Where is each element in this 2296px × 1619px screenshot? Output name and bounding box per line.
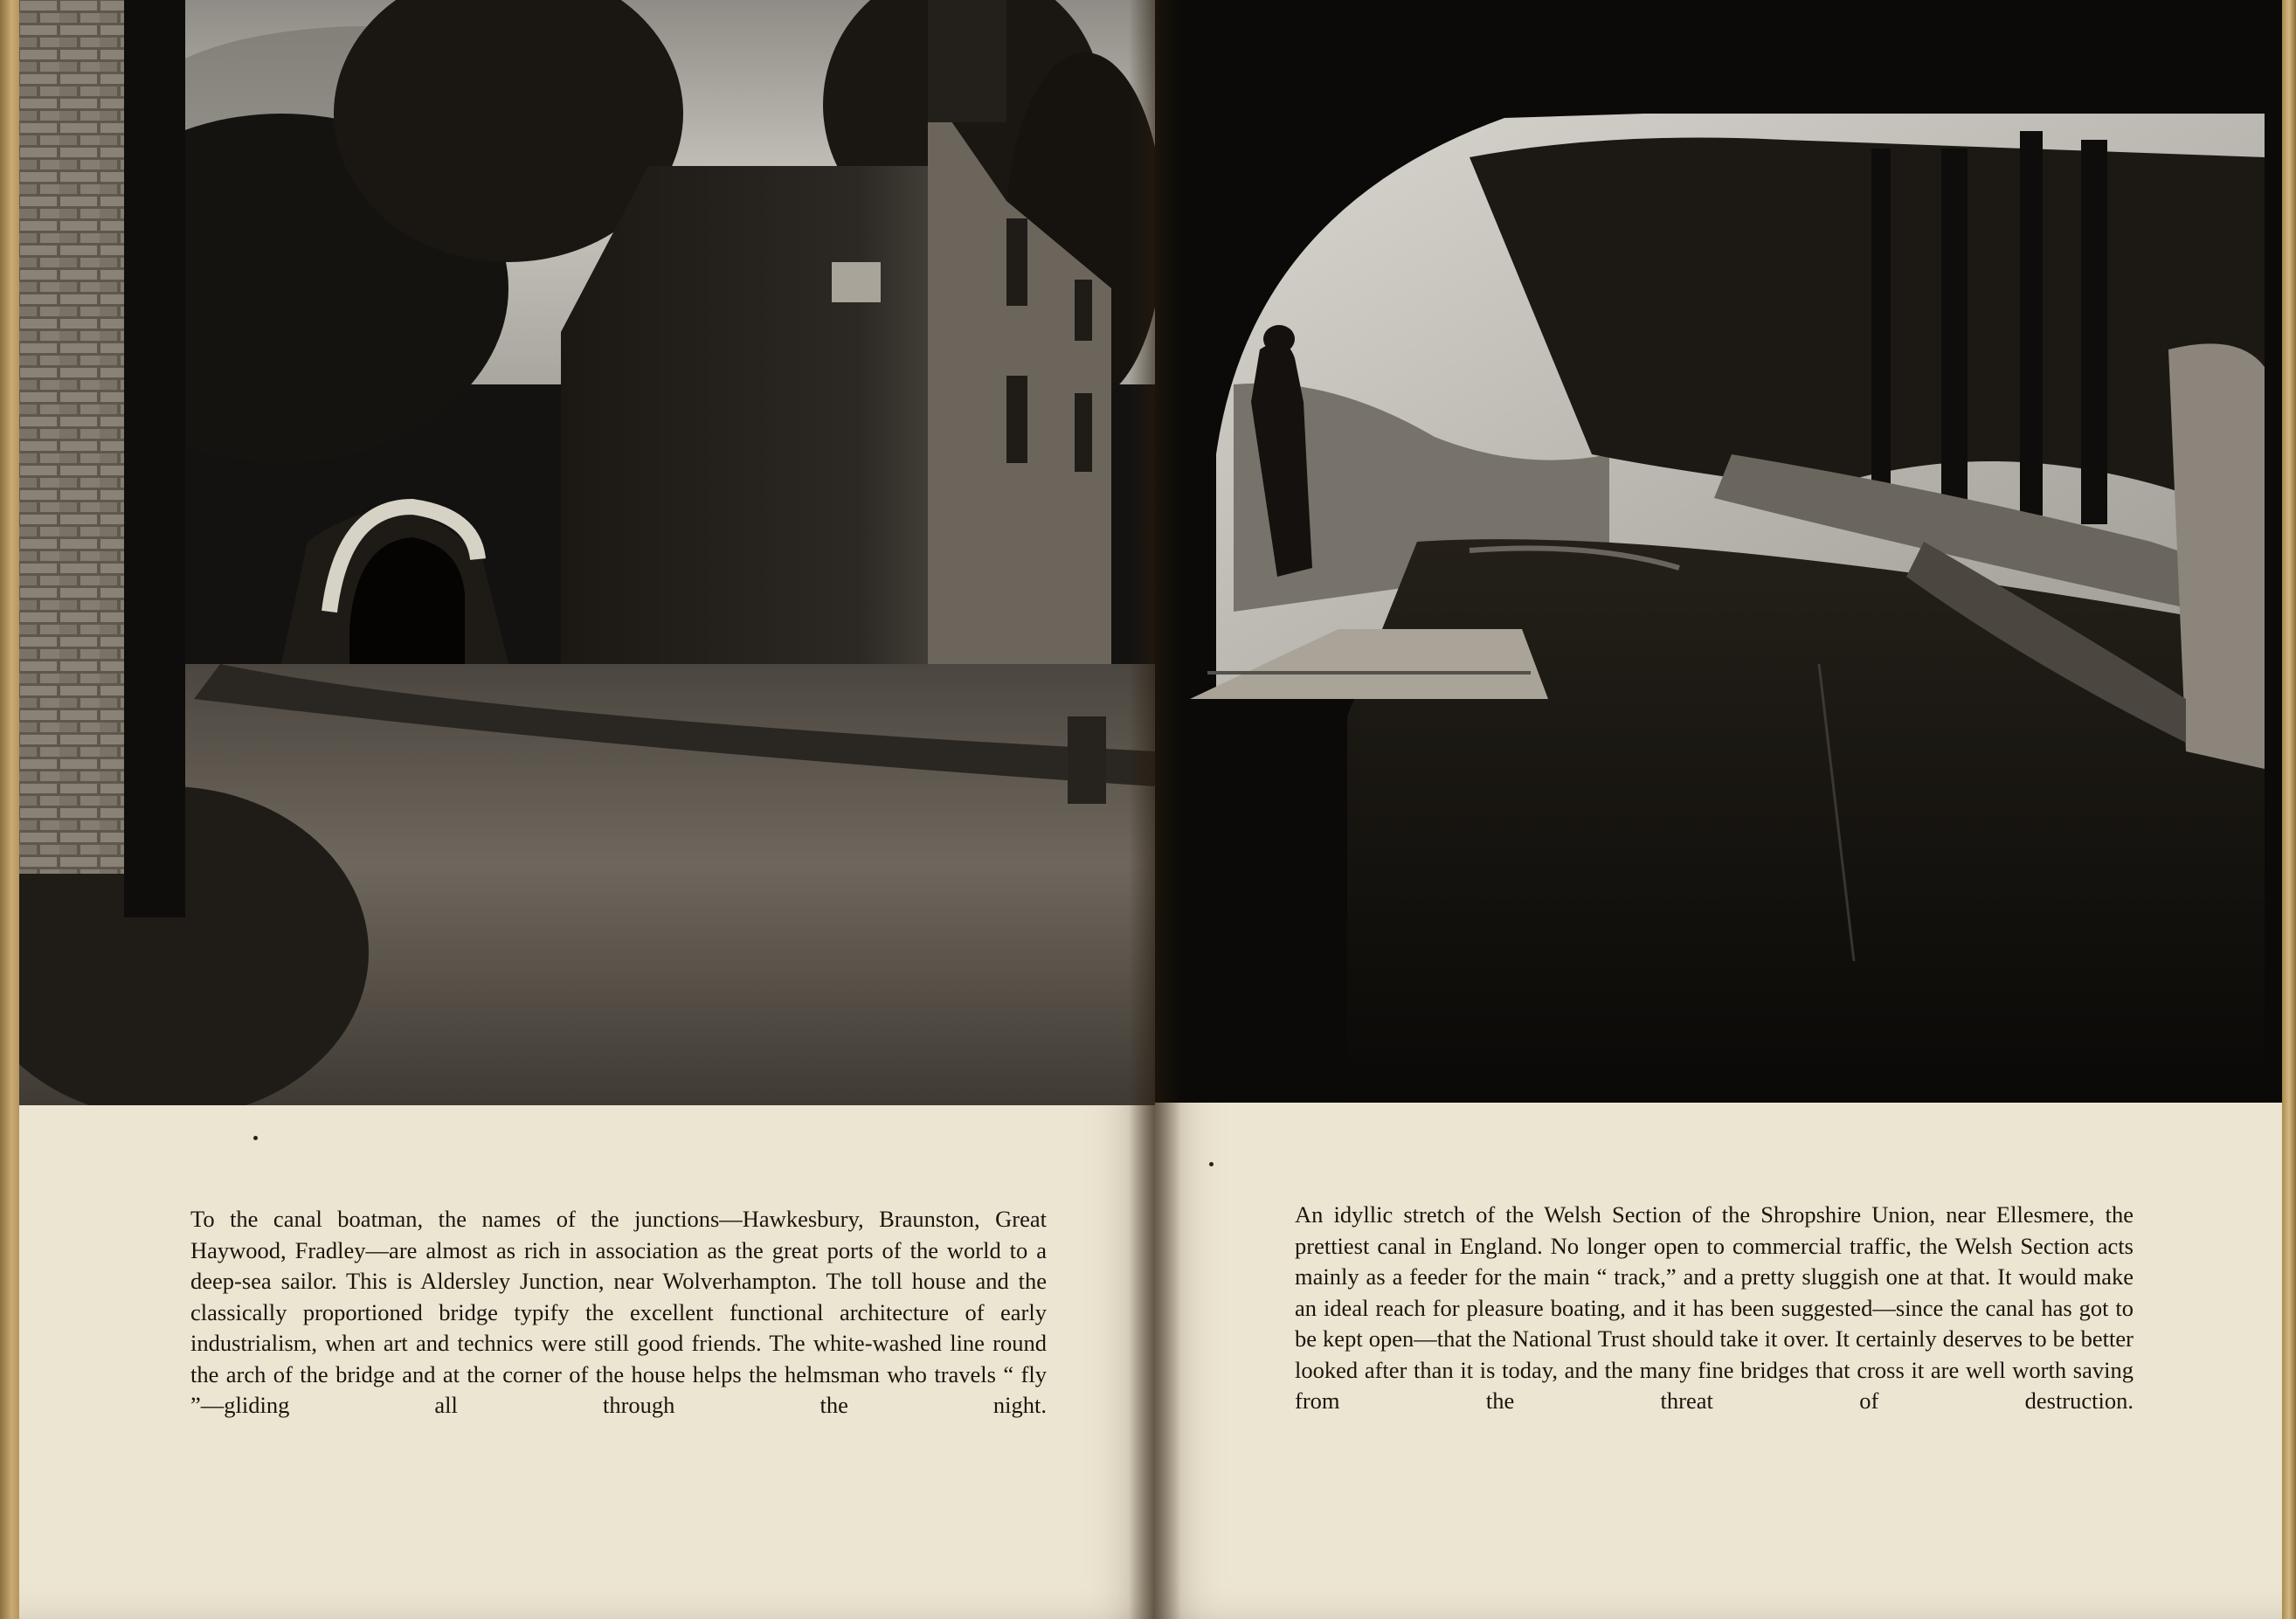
canal-arch-photo-image [1155,0,2282,1103]
left-caption: To the canal boatman, the names of the junctions—Hawkesbury, Braunston, Great Haywood, Fradley—are almost as rich in association as the great ports of the world to a deep-sea sailor. This is Aldersley Junction, near Wolverhampton. The toll house and the classically proportioned bridge typify the excellent functional architecture of early industrialism, when art and technics were still good friends. The white-washed line round the arch of the bridge and at the corner of the house helps the helmsman who travels “ fly ”—gliding all through the night. [190,1206,1047,1418]
right-caption: An idyllic stretch of the Welsh Section of the Shropshire Union, near Ellesmere, the prettiest canal in England. No longer open to commercial traffic, the Welsh Section acts mainly as a feeder for the main “ track,” and a pretty sluggish one at that. It would make an ideal reach for pleasure boating, and it has been suggested—since the canal has got to be kept open—that the National Trust should take it over. It certainly deserves to be better looked after than it is today, and the many fine bridges that cross it are well worth saving from the threat of destruction. [1295,1201,2133,1414]
canal-arch-photo [1155,0,2282,1103]
book-edge-right [2282,0,2296,1619]
toll-house-photo [19,0,1155,1105]
right-page [1155,0,2282,1619]
toll-house-photo-image [19,0,1155,1105]
paper-speck [253,1136,258,1140]
paper-speck [1209,1162,1214,1166]
left-page [19,0,1155,1619]
book-edge-left [0,0,19,1619]
